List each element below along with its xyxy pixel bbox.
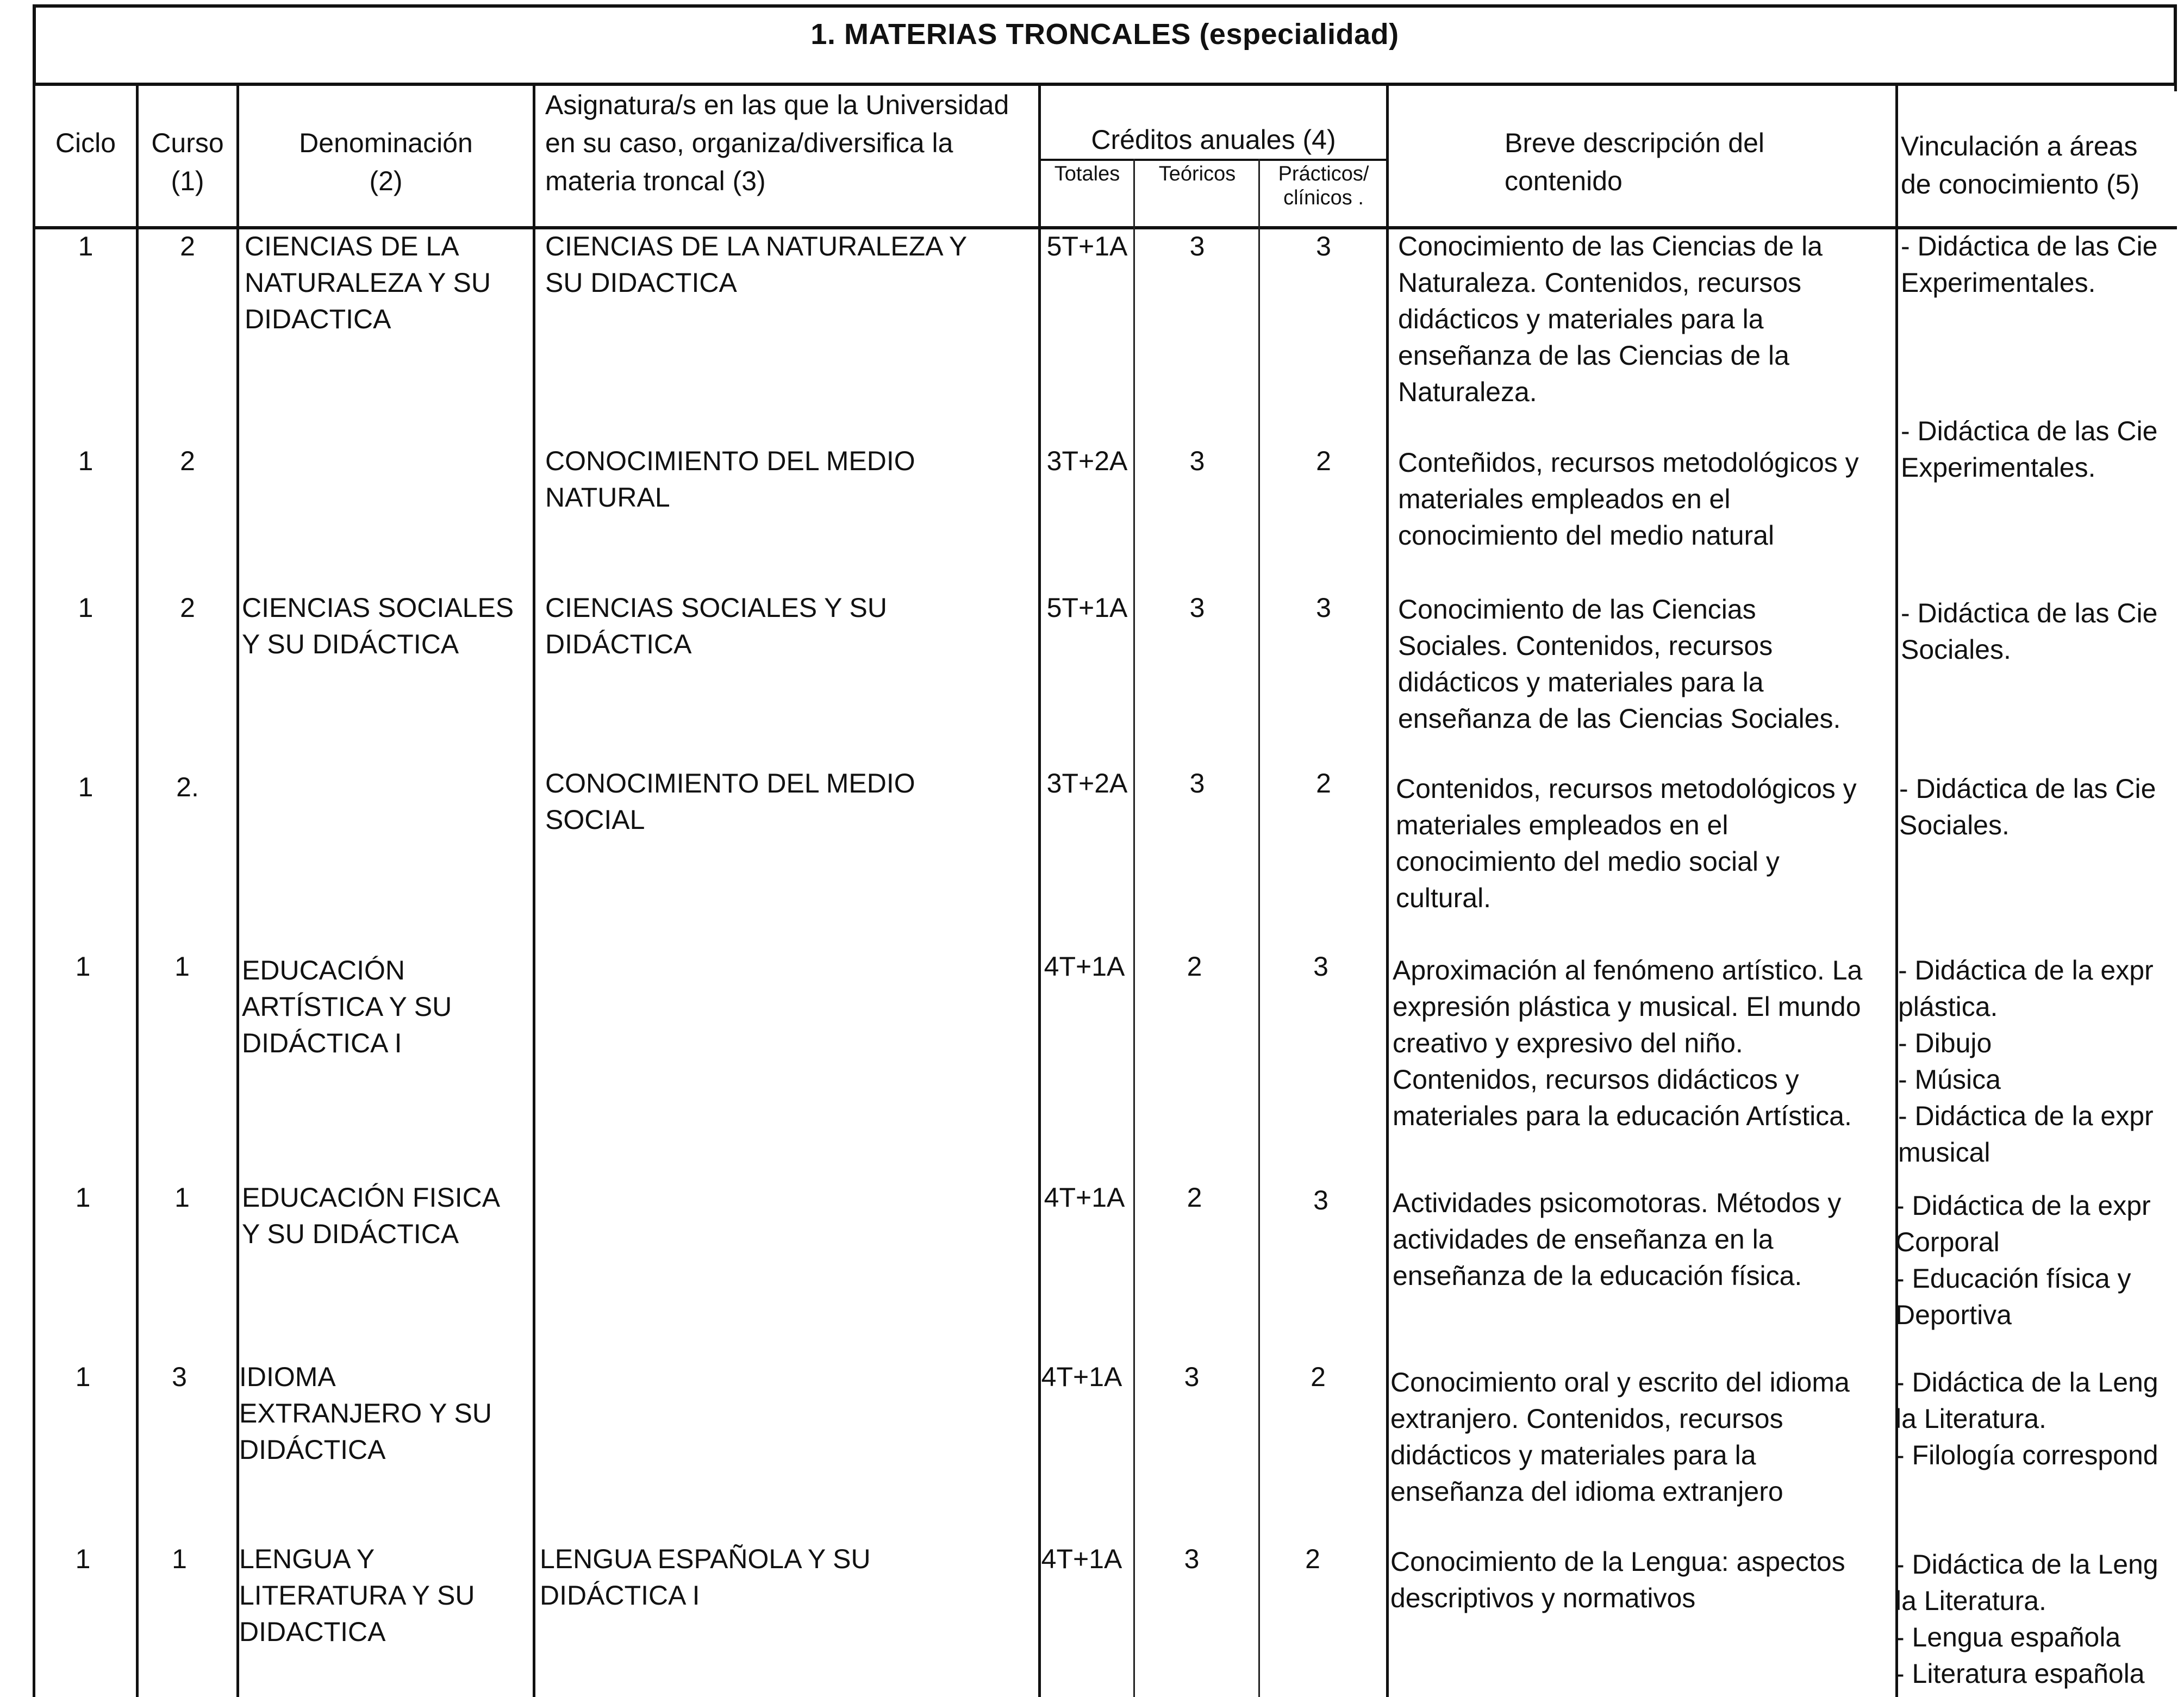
- row-3-asignatura: CIENCIAS SOCIALES Y SU DIDÁCTICA: [545, 592, 887, 659]
- row-5-denominacion: EDUCACIÓN ARTÍSTICA Y SU DIDÁCTICA I: [242, 955, 452, 1058]
- row-8-asignatura: LENGUA ESPAÑOLA Y SU DIDÁCTICA I: [540, 1544, 871, 1611]
- row-2-descripcion: Conteñidos, recursos metodológicos y materiales empleados en el conocimiento del medio natural: [1398, 447, 1859, 551]
- header-asignatura: Asignatura/s en las que la Universidad en su caso, organiza/diversifica la materia troncal (3): [545, 90, 1009, 196]
- row-5-teoricos: 2: [1187, 951, 1202, 982]
- row-8-practicos: 2: [1305, 1544, 1320, 1574]
- row-5-descripcion: Aproximación al fenómeno artístico. La expresión plástica y musical. El mundo creativo y expresivo del niño. Contenidos, recursos didácticos y materiales para la educación Artística.: [1393, 955, 1863, 1131]
- row-7-ciclo: 1: [75, 1362, 91, 1392]
- col-divider-right: [2174, 4, 2177, 91]
- row-3-curso: 2: [180, 592, 195, 623]
- row-4-descripcion: Contenidos, recursos metodológicos y materiales empleados en el conocimiento del medio social y cultural.: [1396, 773, 1857, 913]
- title-box: [33, 4, 2177, 85]
- row-8-curso: 1: [172, 1544, 187, 1574]
- row-2-totales: 3T+2A: [1046, 446, 1128, 476]
- col-divider-denominacion: [533, 83, 535, 1697]
- row-4-totales: 3T+2A: [1046, 768, 1128, 798]
- row-1-totales: 5T+1A: [1046, 231, 1128, 261]
- row-6-descripcion: Actividades psicomotoras. Métodos y actividades de enseñanza en la enseñanza de la educación física.: [1393, 1188, 1842, 1291]
- row-2-curso: 2: [180, 446, 195, 476]
- header-curso: Curso (1): [151, 128, 224, 196]
- row-6-ciclo: 1: [75, 1182, 91, 1213]
- row-5-vinculacion: - Didáctica de la expr plástica. - Dibujo - Música - Didáctica de la expr musical: [1898, 955, 2154, 1168]
- row-7-teoricos: 3: [1184, 1362, 1200, 1392]
- row-6-teoricos: 2: [1187, 1182, 1202, 1213]
- row-8-totales: 4T+1A: [1041, 1544, 1122, 1574]
- header-vinculacion: Vinculación a áreas de conocimiento (5): [1901, 131, 2140, 199]
- row-6-totales: 4T+1A: [1044, 1182, 1125, 1213]
- row-6-vinculacion: - Didáctica de la expr Corporal - Educación física y Deportiva: [1895, 1190, 2151, 1330]
- row-7-vinculacion: - Didáctica de la Leng la Literatura. - Filología correspond: [1895, 1367, 2158, 1470]
- row-3-vinculacion: - Didáctica de las Cie Sociales.: [1901, 598, 2158, 665]
- col-divider-totales: [1133, 159, 1135, 1697]
- row-4-curso: 2.: [176, 772, 199, 802]
- header-totales: Totales: [1054, 163, 1120, 185]
- row-2-practicos: 2: [1316, 446, 1331, 476]
- row-7-totales: 4T+1A: [1041, 1362, 1122, 1392]
- header-denominacion: Denominación (2): [299, 128, 473, 196]
- row-5-practicos: 3: [1313, 951, 1328, 982]
- row-5-ciclo: 1: [75, 951, 91, 982]
- row-7-descripcion: Conocimiento oral y escrito del idioma extranjero. Contenidos, recursos didácticos y materiales para la enseñanza del idioma extranjero: [1390, 1367, 1850, 1507]
- row-5-curso: 1: [174, 951, 190, 982]
- row-8-ciclo: 1: [75, 1544, 91, 1574]
- row-4-ciclo: 1: [78, 772, 93, 802]
- row-3-denominacion: CIENCIAS SOCIALES Y SU DIDÁCTICA: [242, 592, 514, 659]
- row-2-teoricos: 3: [1189, 446, 1205, 476]
- row-4-teoricos: 3: [1189, 768, 1205, 798]
- row-1-asignatura: CIENCIAS DE LA NATURALEZA Y SU DIDACTICA: [545, 231, 968, 298]
- row-7-practicos: 2: [1311, 1362, 1326, 1392]
- col-divider-left: [33, 83, 35, 1697]
- row-4-vinculacion: - Didáctica de las Cie Sociales.: [1899, 773, 2156, 840]
- row-7-curso: 3: [172, 1362, 187, 1392]
- row-4-practicos: 2: [1316, 768, 1331, 798]
- col-divider-teoricos: [1258, 159, 1260, 1697]
- row-1-practicos: 3: [1316, 231, 1331, 261]
- row-3-ciclo: 1: [78, 592, 93, 623]
- row-8-teoricos: 3: [1184, 1544, 1200, 1574]
- credits-subheader-rule: [1038, 159, 1386, 161]
- col-divider-creditos: [1386, 83, 1389, 1697]
- row-3-descripcion: Conocimiento de las Ciencias Sociales. Contenidos, recursos didácticos y materiales para la enseñanza de las Ciencias Sociales.: [1398, 594, 1841, 734]
- row-7-denominacion: IDIOMA EXTRANJERO Y SU DIDÁCTICA: [239, 1362, 492, 1465]
- row-8-denominacion: LENGUA Y LITERATURA Y SU DIDACTICA: [239, 1544, 475, 1647]
- header-top-rule: [33, 83, 2177, 86]
- row-4-asignatura: CONOCIMIENTO DEL MEDIO SOCIAL: [545, 768, 915, 835]
- header-ciclo: Ciclo: [55, 128, 116, 158]
- row-1-vinculacion: - Didáctica de las Cie Experimentales.: [1901, 231, 2158, 298]
- row-1-ciclo: 1: [78, 231, 93, 261]
- row-2-ciclo: 1: [78, 446, 93, 476]
- row-1-descripcion: Conocimiento de las Ciencias de la Naturaleza. Contenidos, recursos didácticos y materiales para la enseñanza de las Ciencias de la Naturaleza.: [1398, 231, 1823, 407]
- row-6-practicos: 3: [1313, 1185, 1328, 1215]
- row-3-totales: 5T+1A: [1046, 592, 1128, 623]
- header-creditos: Créditos anuales (4): [1091, 124, 1336, 155]
- row-1-curso: 2: [180, 231, 195, 261]
- row-2-asignatura: CONOCIMIENTO DEL MEDIO NATURAL: [545, 446, 915, 513]
- row-3-practicos: 3: [1316, 592, 1331, 623]
- header-teoricos: Teóricos: [1158, 163, 1236, 185]
- page-title: 1. MATERIAS TRONCALES (especialidad): [810, 18, 1399, 51]
- col-divider-ciclo: [136, 83, 139, 1697]
- header-descripcion: Breve descripción del contenido: [1505, 128, 1765, 196]
- row-6-denominacion: EDUCACIÓN FISICA Y SU DIDÁCTICA: [242, 1182, 501, 1249]
- col-divider-asignatura: [1038, 83, 1041, 1697]
- row-8-descripcion: Conocimiento de la Lengua: aspectos descriptivos y normativos: [1390, 1546, 1845, 1613]
- row-3-teoricos: 3: [1189, 592, 1205, 623]
- row-5-totales: 4T+1A: [1044, 951, 1125, 982]
- row-8-vinculacion: - Didáctica de la Leng la Literatura. - Lengua española - Literatura española: [1895, 1549, 2158, 1689]
- row-1-teoricos: 3: [1189, 231, 1205, 261]
- header-practicos: Prácticos/ clínicos .: [1278, 163, 1369, 209]
- row-6-curso: 1: [174, 1182, 190, 1213]
- row-2-vinculacion: - Didáctica de las Cie Experimentales.: [1901, 416, 2158, 483]
- row-1-denominacion: CIENCIAS DE LA NATURALEZA Y SU DIDACTICA: [245, 231, 491, 334]
